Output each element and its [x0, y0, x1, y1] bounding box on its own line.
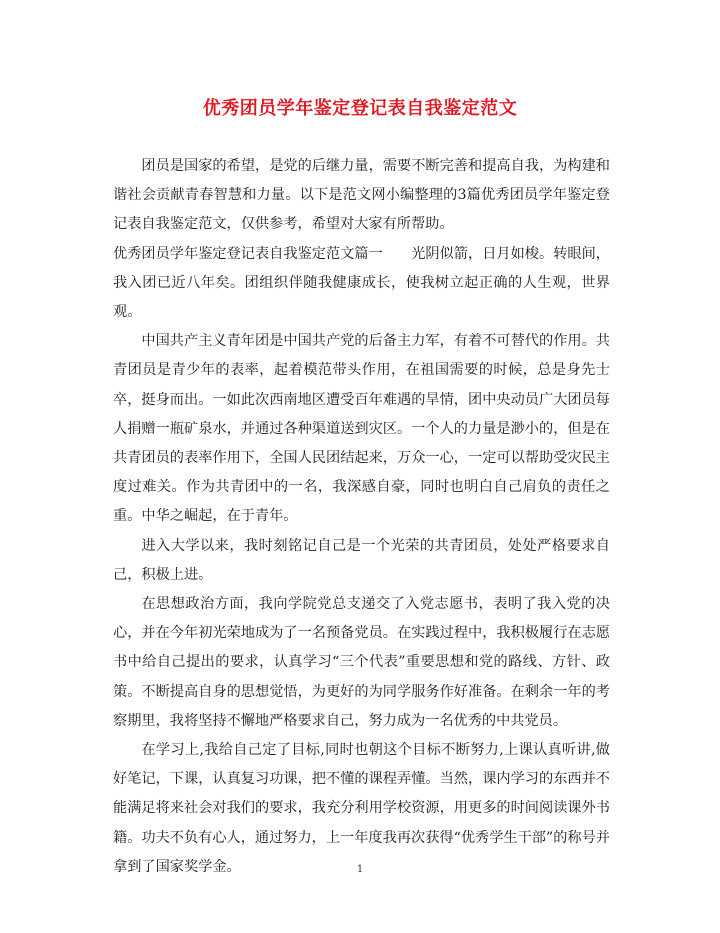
paragraph-study: 在学习上,我给自己定了目标,同时也朝这个目标不断努力,上课认真听讲,做好笔记，下课，认真复习功课，把不懂的课程弄懂。当然，课内学习的东西并不能满足将来社会对我们的要求，我充分利用学校资源，用更多的时间阅读课外书籍。功夫不负有心人，通过努力，上一年度我再次获得“优秀学生干部”的称号并拿到了国家奖学金。	[113, 742, 610, 875]
paragraph-intro: 团员是国家的希望，是党的后继力量，需要不断完善和提高自我，为构建和谐社会贡献青春智慧和力量。以下是范文网小编整理的3篇优秀团员学年鉴定登记表自我鉴定范文，仅供参考，希望对大家有所帮助。	[113, 158, 610, 233]
paragraph-league-role: 中国共产主义青年团是中国共产党的后备主力军，有着不可替代的作用。共青团员是青少年的表率，起着模范带头作用，在祖国需要的时候，总是身先士卒，挺身而出。一如此次西南地区遭受百年难遇的旱情，团中央动员广大团员每人捐赠一瓶矿泉水，并通过各种渠道送到灾区。一个人的力量是渺小的，但是在共青团员的表率作用下，全国人民团结起来，万众一心，一定可以帮助受灾民主度过难关。作为共青团中的一名，我深感自豪，同时也明白自己肩负的责任之重。中华之崛起，在于青年。	[113, 333, 610, 525]
paragraph-university: 进入大学以来，我时刻铭记自己是一个光荣的共青团员，处处严格要求自己，积极上进。	[113, 537, 610, 583]
document-body	[113, 152, 610, 882]
paragraph-political: 在思想政治方面，我向学院党总支递交了入党志愿书，表明了我入党的决心，并在今年初光荣地成为了一名预备党员。在实践过程中，我积极履行在志愿书中给自己提出的要求，认真学习“三个代表”重要思想和党的路线、方针、政策。不断提高自身的思想觉悟，为更好的为同学服务作好准备。在剩余一年的考察期里，我将坚持不懈地严格要求自己，努力成为一名优秀的中共党员。	[113, 596, 610, 729]
page-number: 1	[356, 864, 364, 875]
paragraph-section-one: 优秀团员学年鉴定登记表自我鉴定范文篇一 光阴似箭，日月如梭。转眼间，我入团已近八年矣。团组织伴随我健康成长，使我树立起正确的人生观，世界观。	[113, 245, 610, 321]
document-title: 优秀团员学年鉴定登记表自我鉴定范文	[202, 98, 518, 119]
